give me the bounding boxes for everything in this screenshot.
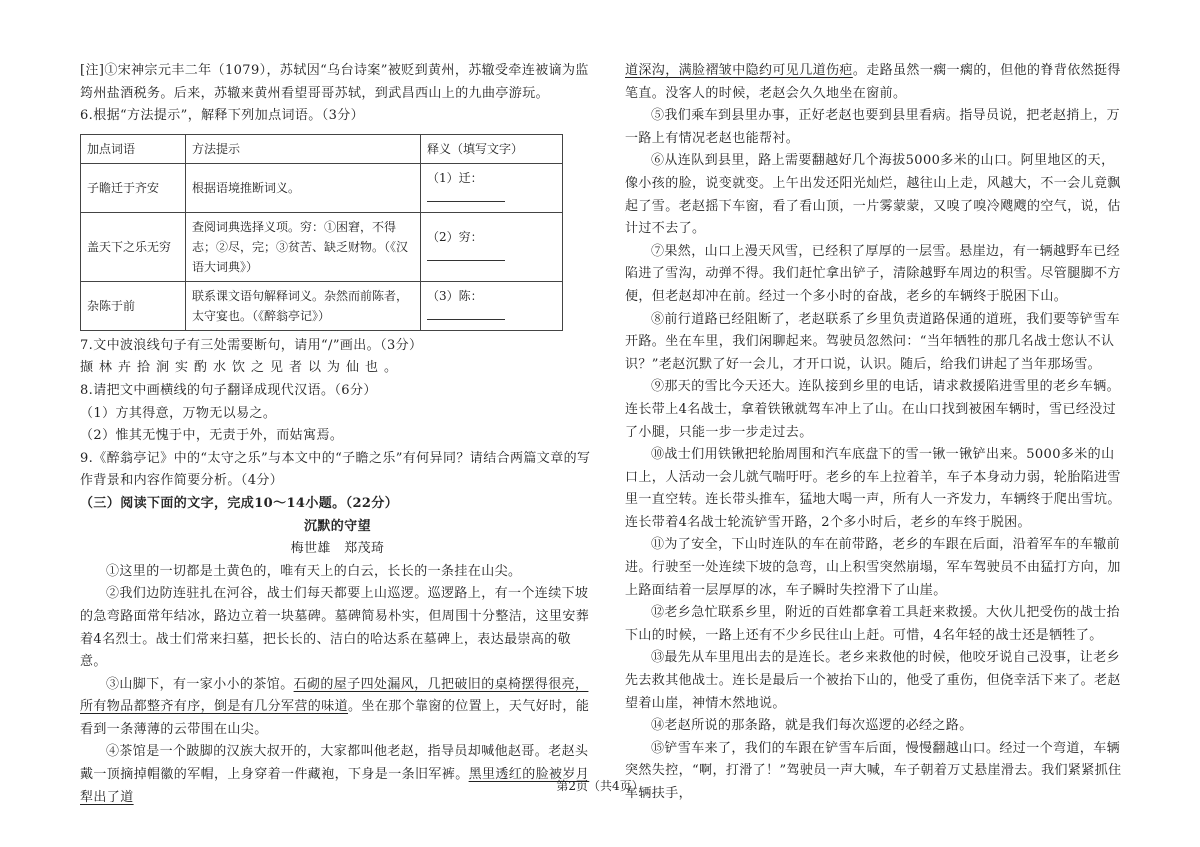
left-column — [80, 60, 595, 809]
question-8-item-1: （1）方其得意，万物无以易之。 — [80, 405, 277, 421]
table-cell-tip: 查阅词典选择义项。穷：①困窘，不得志；②尽，完；③贫苦、缺乏财物。（《汉语大词典》） — [186, 212, 421, 281]
answer-label: （2）穷： — [427, 229, 483, 244]
vocab-table — [80, 134, 563, 331]
footnote: [注]①宋神宗元丰二年（1079），苏轼因“乌台诗案”被贬到黄州，苏辙受牵连被谪为监筠州盐酒税务。后来，苏辙来黄州看望哥哥苏轼，到武昌西山上的九曲亭游玩。 — [80, 63, 589, 101]
paragraph-3-text: ③山脚下，有一家小小的茶馆。 — [106, 676, 294, 692]
paragraph-2: ②我们边防连驻扎在河谷，战士们每天都要上山巡逻。巡逻路上，有一个连续下坡的急弯路面常年结冰，路边立着一块墓碑。墓碑简易朴实，但周围十分整洁，这里安葬着4名烈士。战士们常来扫墓，把长长的、洁白的哈达系在墓碑上，表达最崇高的敬意。 — [80, 586, 590, 670]
question-7-sentence: 撷林卉拾涧实酌水饮之见者以为仙也。 — [80, 360, 404, 376]
answer-blank[interactable] — [427, 307, 505, 320]
table-cell-word: 杂陈于前 — [81, 281, 186, 330]
story-authors: 梅世雄 郑茂琦 — [290, 541, 385, 557]
paragraph-3-text: 。坐在那个靠窗的位置上，天气好时，能看到一条薄薄的云带围在山尖。 — [80, 699, 590, 737]
table-row — [81, 163, 563, 212]
paragraph-13: ⑬最先从车里甩出去的是连长。老乡来救他的时候，他咬牙说自己没事，让老乡先去救其他战士。连长是最后一个被抬下山的，他受了重伤，但侥幸活下来了。老赵望着山崖，神情木然地说。 — [625, 650, 1121, 711]
table-header: 加点词语 — [81, 134, 186, 163]
paragraph-10: ⑩战士们用铁锹把轮胎周围和汽车底盘下的雪一锹一锹铲出来。5000多米的山口上，人活动一会儿就气喘吁吁。老乡的车上拉着羊，车子本身动力弱，轮胎陷进雪里一直空转。连长带头推车，猛地大喝一声，所有人一齐发力，车辆终于爬出雪坑。连长带着4名战士轮流铲雪开路，2个多小时后，老乡的车终于脱困。 — [625, 447, 1121, 530]
table-cell-answer[interactable] — [421, 163, 563, 212]
paragraph-4-continued — [625, 60, 1125, 105]
answer-label: （3）陈： — [427, 288, 483, 303]
paragraph-3 — [80, 674, 595, 742]
table-cell-answer[interactable] — [421, 281, 563, 330]
question-8: 8.请把文中画横线的句子翻译成现代汉语。（6分） — [80, 382, 377, 398]
question-8-item-2: （2）惟其无愧于中，无责于外，而姑寓焉。 — [80, 428, 344, 444]
table-row — [81, 212, 563, 281]
paragraph-4 — [80, 741, 595, 809]
paragraph-4-text: 。走路虽然一瘸一瘸的，但他的脊背依然挺得笔直。没客人的时候，老赵会久久地坐在窗前。 — [625, 63, 1121, 101]
answer-blank[interactable] — [427, 189, 505, 202]
answer-label: （1）迁： — [427, 170, 483, 185]
table-cell-tip: 联系课文语句解释词义。杂然而前陈者，太守宴也。（《醉翁亭记》） — [186, 281, 421, 330]
table-cell-tip: 根据语境推断词义。 — [186, 163, 421, 212]
paragraph-12: ⑫老乡急忙联系乡里，附近的百姓都拿着工具赶来救援。大伙儿把受伤的战士抬下山的时候，一路上还有不少乡民往山上赶。可惜，4名年轻的战士还是牺牲了。 — [625, 605, 1121, 643]
page-number: 第2页（共4页） — [556, 779, 644, 793]
table-header: 方法提示 — [186, 134, 421, 163]
paragraph-3-underlined: 石砌的屋子四处漏风，几把破旧的桌椅摆得很亮，所有物品都整齐有序，倒是有几分军营的味道 — [80, 676, 589, 715]
table-cell-answer[interactable] — [421, 212, 563, 281]
section-three-heading: （三）阅读下面的文字，完成10～14小题。（22分） — [80, 495, 399, 511]
paragraph-1: ①这里的一切都是土黄色的，唯有天上的白云，长长的一条挂在山尖。 — [106, 563, 522, 579]
paragraph-4-text: ④茶馆是一个跛脚的汉族大叔开的，大家都叫他老赵，指导员却喊他赵哥。老赵头戴一顶摘掉帽徽的军帽，上身穿着一件藏袍，下身是一条旧军裤。 — [80, 744, 589, 783]
answer-blank[interactable] — [427, 248, 505, 261]
paragraph-6: ⑥从连队到县里，路上需要翻越好几个海拔5000多米的山口。阿里地区的天，像小孩的脸，说变就变。上午出发还阳光灿烂，越往山上走，风越大，不一会儿竟飘起了雪。老赵摇下车窗，看了看山顶，一片雾蒙蒙，又嗅了嗅冷飕飕的空气，说，估计过不去了。 — [625, 153, 1121, 237]
paragraph-14: ⑭老赵所说的那条路，就是我们每次巡逻的必经之路。 — [651, 718, 973, 734]
paragraph-11: ⑪为了安全，下山时连队的车在前带路，老乡的车跟在后面，沿着军车的车辙前进。行驶至一处连续下坡的急弯，山上积雪突然崩塌，军车驾驶员不由猛打方向，加上路面结着一层厚厚的冰，车子瞬时失控滑下了山崖。 — [625, 537, 1121, 598]
table-cell-word: 盖天下之乐无穷 — [81, 212, 186, 281]
question-6: 6.根据“方法提示”，解释下列加点词语。（3分） — [80, 108, 365, 124]
paragraph-4-underlined: 道深沟，满脸褶皱中隐约可见几道伤疤 — [625, 63, 853, 78]
paragraph-15: ⑮铲雪车来了，我们的车跟在铲雪车后面，慢慢翻越山口。经过一个弯道，车辆突然失控，“啊，打滑了！”驾驶员一声大喊，车子朝着万丈悬崖滑去。我们紧紧抓住车辆扶手， — [625, 740, 1122, 801]
paragraph-5: ⑤我们乘车到县里办事，正好老赵也要到县里看病。指导员说，把老赵捎上，万一路上有情况老赵也能帮衬。 — [625, 108, 1121, 146]
right-column — [625, 60, 1125, 806]
paragraph-7: ⑦果然，山口上漫天风雪，已经积了厚厚的一层雪。悬崖边，有一辆越野车已经陷进了雪沟，动弹不得。我们赶忙拿出铲子，清除越野车周边的积雪。尽管腿脚不方便，但老赵却冲在前。经过一个多小时的奋战，老乡的车辆终于脱困下山。 — [625, 243, 1121, 304]
table-header: 释义（填写文字） — [421, 134, 563, 163]
table-header-row — [81, 134, 563, 163]
paragraph-4-underlined: 黑里透红的脸被岁月犁出了道 — [80, 767, 590, 805]
table-cell-word: 子瞻迁于齐安 — [81, 163, 186, 212]
paragraph-8: ⑧前行道路已经阻断了，老赵联系了乡里负责道路保通的道班，我们要等铲雪车开路。坐在车里，我们闲聊起来。驾驶员忽然问：“当年牺牲的那几名战士您认不认识？”老赵沉默了好一会儿，才开口说，认识。随后，给我们讲起了当年那场雪。 — [625, 311, 1121, 372]
table-row — [81, 281, 563, 330]
story-title: 沉默的守望 — [303, 518, 371, 534]
paragraph-9: ⑨那天的雪比今天还大。连队接到乡里的电话，请求救援陷进雪里的老乡车辆。连长带上4名战士，拿着铁锹就驾车冲上了山。在山口找到被困车辆时，雪已经没过了小腿，只能一步一步走过去。 — [625, 379, 1121, 440]
question-7: 7.文中波浪线句子有三处需要断句，请用“/”画出。（3分） — [80, 337, 423, 353]
question-9: 9.《醉翁亭记》中的“太守之乐”与本文中的“子瞻之乐”有何异同？请结合两篇文章的写作背景和内容作简要分析。（4分） — [80, 450, 591, 489]
